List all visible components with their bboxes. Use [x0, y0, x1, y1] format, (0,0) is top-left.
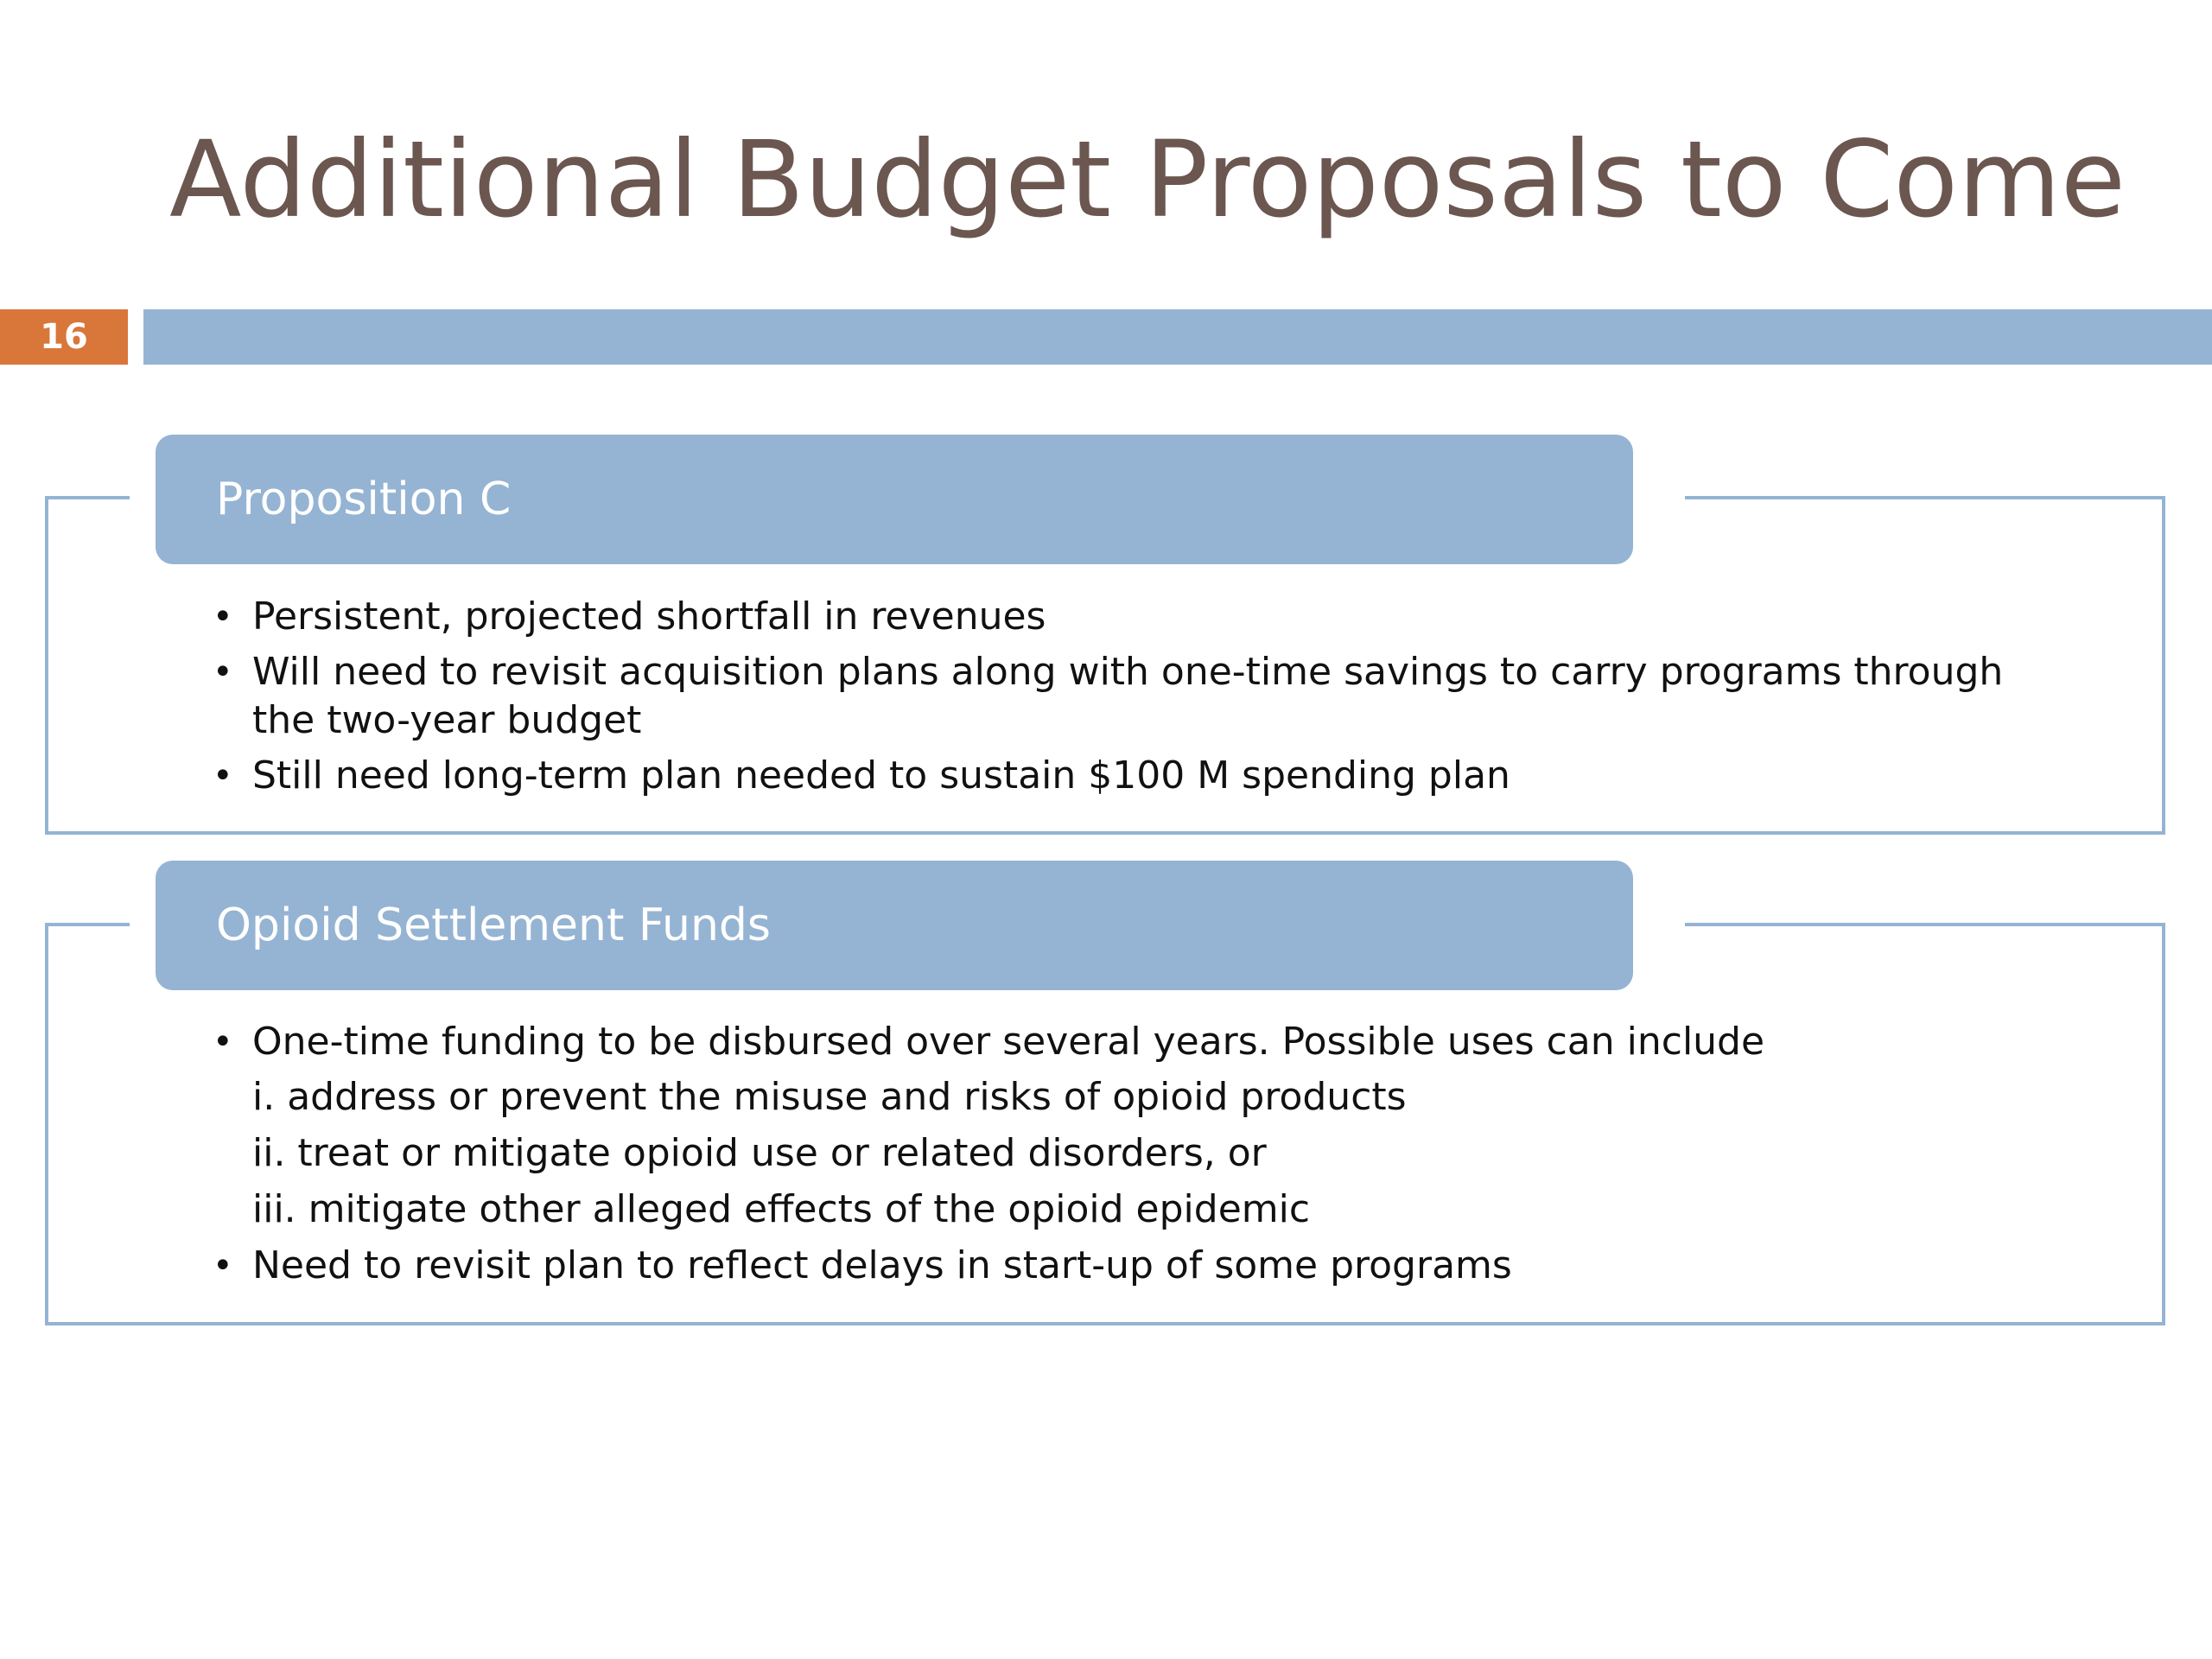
title-rule — [143, 309, 2212, 365]
bullet-text: Persistent, projected shortfall in revenues — [252, 594, 1046, 639]
bullet-text: Still need long-term plan needed to sustain $100 M spending plan — [252, 753, 1510, 798]
page-number: 16 — [0, 309, 128, 365]
proposition-c-list — [204, 593, 2062, 807]
opioid-settlement-header: Opioid Settlement Funds — [156, 861, 1633, 990]
proposition-c-header: Proposition C — [156, 435, 1633, 564]
list-item — [204, 593, 2062, 641]
bullet-icon: • — [213, 1246, 233, 1286]
bullet-icon: • — [213, 756, 233, 796]
list-item — [204, 648, 2062, 745]
bullet-icon: • — [213, 1022, 233, 1062]
slide-title: Additional Budget Proposals to Come — [169, 118, 2126, 241]
bullet-text: Will need to revisit acquisition plans along with one-time savings to carry programs through the two-year budget — [252, 650, 2004, 742]
bullet-text: Need to revisit plan to reflect delays in start-up of some programs — [252, 1243, 1512, 1287]
bullet-icon: • — [213, 652, 233, 692]
list-item — [204, 1242, 2062, 1290]
sub-list-item: i. address or prevent the misuse and risks of opioid products — [252, 1075, 1407, 1119]
opioid-settlement-list — [204, 1018, 2062, 1297]
bullet-icon: • — [213, 597, 233, 637]
list-item — [204, 752, 2062, 800]
bullet-text: One-time funding to be disbursed over several years. Possible uses can include — [252, 1020, 1765, 1064]
sub-list-item: iii. mitigate other alleged effects of the opioid epidemic — [252, 1187, 1311, 1231]
list-item — [204, 1018, 2062, 1066]
sub-list-item: ii. treat or mitigate opioid use or related disorders, or — [252, 1131, 1267, 1175]
